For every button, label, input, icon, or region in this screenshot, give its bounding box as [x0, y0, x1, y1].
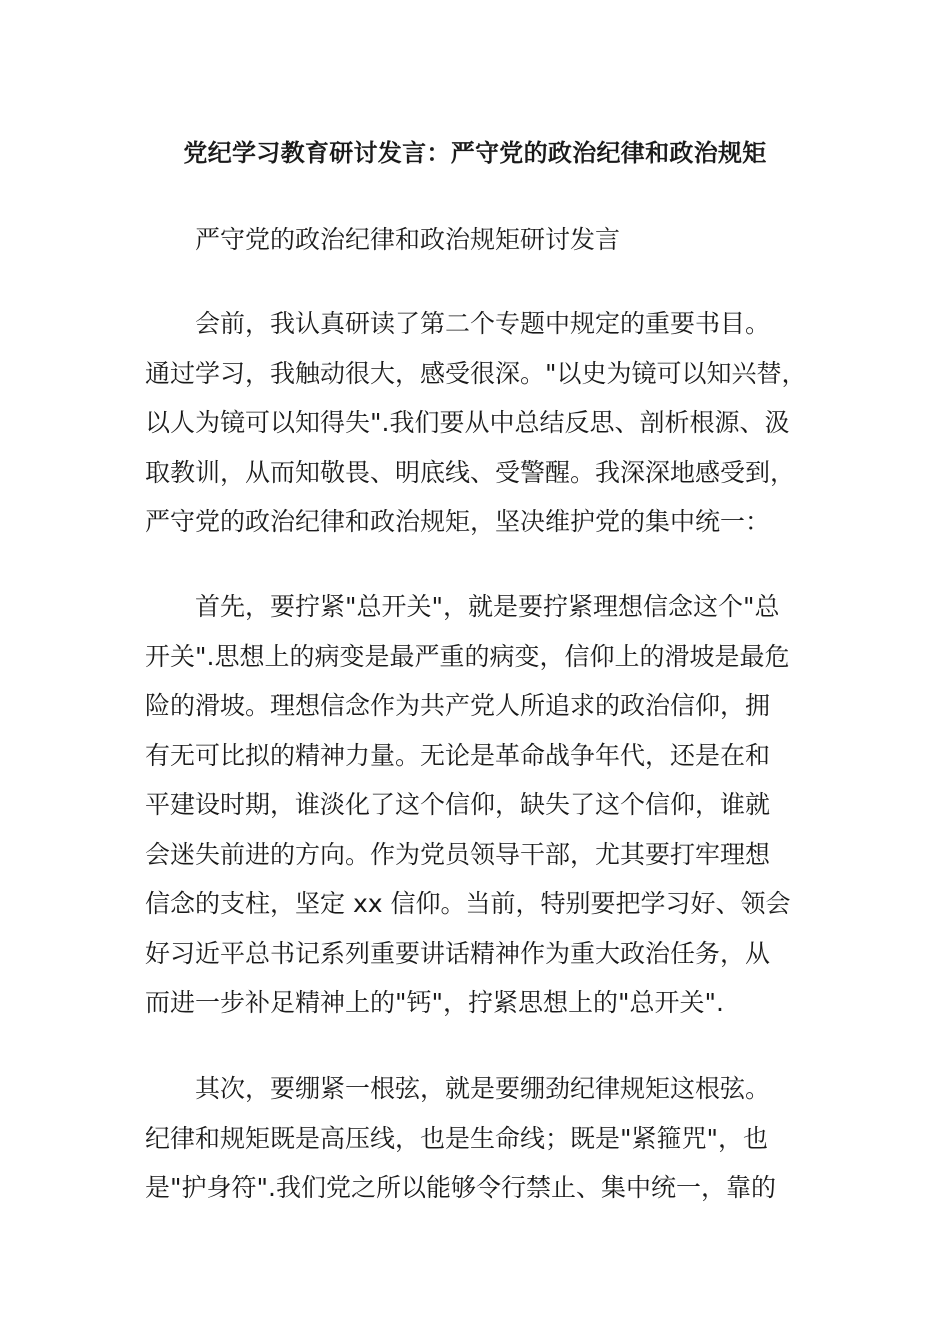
paragraph-line: 通过学习，我触动很大，感受很深。"以史为镜可以知兴替， — [145, 358, 807, 388]
paragraph-3 — [145, 1064, 815, 1213]
paragraph-line: 平建设时期，谁淡化了这个信仰，缺失了这个信仰，谁就 — [145, 790, 771, 819]
document-title: 党纪学习教育研讨发言：严守党的政治纪律和政治规矩 — [183, 139, 767, 167]
paragraph-line: 险的滑坡。理想信念作为共产党人所追求的政治信仰，拥 — [145, 691, 771, 720]
paragraph-line: 好习近平总书记系列重要讲话精神作为重大政治任务，从 — [145, 938, 771, 968]
paragraph-line: 会前，我认真研读了第二个专题中规定的重要书目。 — [195, 309, 771, 338]
paragraph-1 — [145, 299, 815, 547]
paragraph-line: 开关".思想上的病变是最严重的病变，信仰上的滑坡是最危 — [145, 641, 790, 671]
paragraph-line: 首先，要拧紧"总开关"，就是要拧紧理想信念这个"总 — [195, 592, 780, 621]
paragraph-line: 其次，要绷紧一根弦，就是要绷劲纪律规矩这根弦。 — [195, 1074, 771, 1103]
paragraph-line: 而进一步补足精神上的"钙"，拧紧思想上的"总开关". — [145, 988, 724, 1017]
paragraph-line: 信念的支柱，坚定 xx 信仰。当前，特别要把学习好、领会 — [145, 889, 791, 918]
paragraph-line: 会迷失前进的方向。作为党员领导干部，尤其要打牢理想 — [145, 839, 771, 869]
paragraph-line: 严守党的政治纪律和政治规矩，坚决维护党的集中统一： — [145, 507, 771, 536]
paragraph-line: 有无可比拟的精神力量。无论是革命战争年代，还是在和 — [145, 740, 771, 770]
paragraph-line: 是"护身符".我们党之所以能够令行禁止、集中统一，靠的 — [145, 1173, 776, 1202]
document-subtitle: 严守党的政治纪律和政治规矩研讨发言 — [195, 225, 621, 254]
paragraph-line: 纪律和规矩既是高压线，也是生命线；既是"紧箍咒"，也 — [145, 1123, 769, 1153]
paragraph-line: 取教训，从而知敬畏、明底线、受警醒。我深深地感受到， — [145, 457, 796, 487]
paragraph-2 — [145, 582, 815, 1028]
paragraph-line: 以人为镜可以知得失".我们要从中总结反思、剖析根源、汲 — [145, 408, 790, 437]
